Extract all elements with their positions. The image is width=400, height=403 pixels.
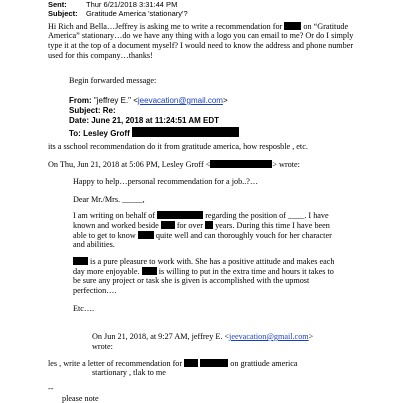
redaction-box	[210, 160, 272, 168]
jeevacation-email-link[interactable]: jeevacation@gmail.com	[229, 332, 309, 341]
intro-line-1: Hi Rich and Bella…Jeffrey is asking me to write a recommendation for on “Gratitude	[48, 22, 349, 31]
redaction-box	[157, 211, 203, 219]
sent-row	[48, 0, 177, 9]
intro-line-2: America” stationary…do we have any thing with a logo you can email to me? Or do I simply	[48, 31, 354, 40]
from-email-link[interactable]: jeevacation@gmail.com	[137, 96, 223, 105]
redaction-box	[73, 257, 88, 265]
letter-etc: Etc….	[73, 304, 95, 313]
fwd-to-row: To: Lesley Groff	[69, 127, 239, 138]
letter-p1-line-2: known and worked beside for over years. During this time I have been	[73, 221, 330, 230]
intro-line-4: used for this company…thanks!	[48, 51, 153, 60]
sent-value: Thur 6/21/2018 3:31:44 PM	[86, 0, 178, 9]
on-thu-wrote: On Thu, Jun 21, 2018 at 5:06 PM, Lesley Groff < > wrote:	[48, 160, 300, 169]
intro-line-3: type it at the top of a document myself? I would need to know the address and phone number	[48, 41, 354, 50]
on-jun-wrote: On Jun 21, 2018, at 9:27 AM, jeffrey E. <jeevacation@gmail.com>	[92, 332, 314, 341]
redaction-box	[161, 221, 175, 229]
begin-forwarded: Begin forwarded message:	[69, 76, 157, 85]
redaction-box	[205, 221, 213, 229]
redaction-box	[284, 22, 301, 30]
letter-p2-line-3: be sure any project or task she is given is accomplished with the upmost	[73, 276, 310, 285]
letter-p1-line-1: I am writing on behalf of regarding the position of ____. I have	[73, 211, 329, 220]
redaction-box	[184, 359, 198, 367]
footer-please-note: please note	[62, 394, 99, 403]
letter-p1-line-3: able to get to know quite well and can thoroughly vouch for her character	[73, 231, 332, 240]
subject-value: Gratitude America 'stationary'?	[86, 9, 188, 18]
letter-dear: Dear Mr./Mrs. _____,	[73, 195, 145, 204]
redaction-box	[142, 267, 157, 275]
fwd-from-row: From: "jeffrey E." <jeevacation@gmail.com>	[69, 96, 228, 105]
reply-school-recommendation: its a sschool recommendation do it from gratitude america, how resposble , etc.	[48, 142, 308, 151]
request-line-1: les , write a letter of recommendation for on grattiude america	[48, 359, 298, 368]
letter-happy: Happy to help…personal recommendation for a job..?…	[73, 177, 259, 186]
redaction-box	[132, 127, 239, 137]
letter-p2-line-2: day more enjoyable. is willing to put in the extra time and hours it takes to	[73, 267, 334, 276]
footer-dashes: --	[48, 384, 54, 393]
subject-label: Subject:	[48, 9, 78, 18]
letter-p2-line-4: perfection….	[73, 286, 117, 295]
letter-p1-line-4: and abilities.	[73, 240, 115, 249]
fwd-subject-row: Subject: Re:	[69, 106, 116, 115]
redaction-box	[138, 231, 154, 239]
subject-row	[48, 9, 188, 18]
letter-p2-line-1: is a pure pleasure to work with. She has a positive attitude and makes each	[73, 257, 334, 266]
request-line-2: startionary , tlak to me	[92, 368, 166, 377]
fwd-date-row: Date: June 21, 2018 at 11:24:51 AM EDT	[69, 116, 219, 125]
wrote-label: wrote:	[92, 342, 113, 351]
redaction-box	[200, 359, 228, 367]
sent-label: Sent:	[48, 0, 67, 9]
